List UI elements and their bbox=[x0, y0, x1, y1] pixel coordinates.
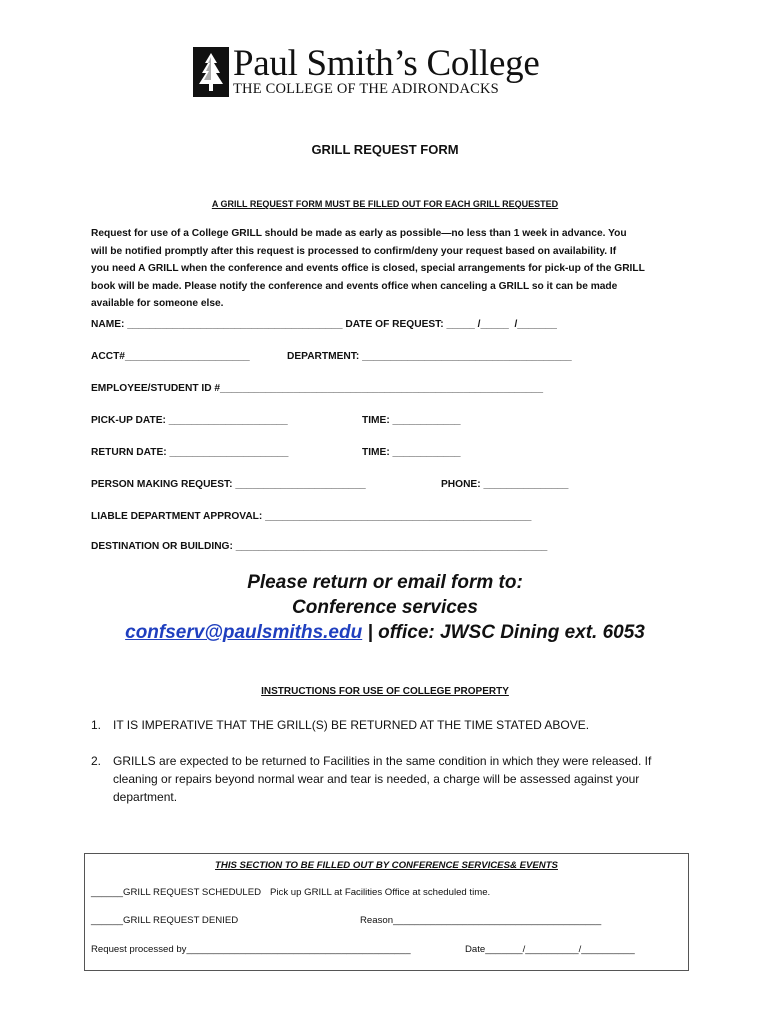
reason-field[interactable]: Reason_______________________________________ bbox=[360, 915, 602, 926]
pickup-date-field[interactable]: PICK-UP DATE: _____________________ bbox=[91, 415, 288, 426]
return-line-2: Conference services bbox=[292, 597, 478, 618]
instruction-item bbox=[91, 716, 691, 734]
instruction-number: 2. bbox=[91, 754, 102, 768]
pine-tree-icon bbox=[193, 47, 229, 97]
form-title: GRILL REQUEST FORM bbox=[311, 142, 459, 157]
instruction-number: 1. bbox=[91, 718, 102, 732]
name-date-field[interactable]: NAME: ______________________________________ DATE OF REQUEST: _____ /_____ /_______ bbox=[91, 319, 557, 330]
return-date-field[interactable]: RETURN DATE: _____________________ bbox=[91, 447, 289, 458]
acct-field[interactable]: ACCT#______________________ bbox=[91, 351, 250, 362]
college-name: Paul Smith’s College bbox=[233, 43, 540, 84]
office-info: | office: JWSC Dining ext. 6053 bbox=[362, 622, 645, 643]
phone-field[interactable]: PHONE: _______________ bbox=[441, 479, 569, 490]
pickup-note: Pick up GRILL at Facilities Office at scheduled time. bbox=[270, 887, 491, 898]
liable-department-field[interactable]: LIABLE DEPARTMENT APPROVAL: _______________________________________________ bbox=[91, 511, 532, 522]
return-contact-line bbox=[0, 620, 770, 645]
college-tagline: THE COLLEGE OF THE ADIRONDACKS bbox=[233, 81, 499, 97]
intro-paragraph bbox=[91, 225, 691, 313]
instructions-title: INSTRUCTIONS FOR USE OF COLLEGE PROPERTY bbox=[261, 686, 509, 697]
return-time-field[interactable]: TIME: ____________ bbox=[362, 447, 461, 458]
processed-date-field[interactable]: Date_______/__________/__________ bbox=[465, 944, 635, 955]
return-info bbox=[0, 570, 770, 645]
intro-line: book will be made. Please notify the conference and events office when canceling a GRILL so it can be made bbox=[91, 280, 618, 292]
instruction-text: IT IS IMPERATIVE THAT THE GRILL(S) BE RETURNED AT THE TIME STATED ABOVE. bbox=[113, 718, 590, 732]
employee-id-field[interactable]: EMPLOYEE/STUDENT ID #_________________________________________________________ bbox=[91, 383, 544, 394]
person-making-request-field[interactable]: PERSON MAKING REQUEST: _______________________ bbox=[91, 479, 366, 490]
intro-line: will be notified promptly after this request is processed to confirm/deny your request based on availability. If bbox=[91, 245, 617, 257]
college-logo bbox=[193, 44, 563, 100]
pickup-time-field[interactable]: TIME: ____________ bbox=[362, 415, 461, 426]
department-field[interactable]: DEPARTMENT: _____________________________________ bbox=[287, 351, 572, 362]
scheduled-field[interactable]: ______GRILL REQUEST SCHEDULED bbox=[91, 887, 262, 898]
destination-field[interactable]: DESTINATION OR BUILDING: _______________________________________________________ bbox=[91, 541, 548, 552]
email-link[interactable]: confserv@paulsmiths.edu bbox=[125, 622, 363, 643]
denied-field[interactable]: ______GRILL REQUEST DENIED bbox=[91, 915, 239, 926]
intro-line: Request for use of a College GRILL should be made as early as possible—no less than 1 week in advance. You bbox=[91, 228, 627, 239]
office-box-title: THIS SECTION TO BE FILLED OUT BY CONFERENCE SERVICES& EVENTS bbox=[215, 860, 558, 871]
instruction-item bbox=[91, 752, 681, 806]
intro-line: available for someone else. bbox=[91, 298, 224, 309]
instruction-text: GRILLS are expected to be returned to Facilities in the same condition in which they were released. If cleaning or repairs beyond normal wear and tear is needed, a charge will be assessed against your department. bbox=[113, 754, 652, 804]
intro-line: you need A GRILL when the conference and events office is closed, special arrangements for pick-up of the GRILL bbox=[91, 263, 645, 274]
return-line-1: Please return or email form to: bbox=[247, 572, 523, 593]
office-use-box bbox=[84, 853, 689, 971]
must-fill-notice: A GRILL REQUEST FORM MUST BE FILLED OUT FOR EACH GRILL REQUESTED bbox=[211, 199, 559, 209]
processed-by-field[interactable]: Request processed by__________________________________________ bbox=[91, 944, 411, 955]
